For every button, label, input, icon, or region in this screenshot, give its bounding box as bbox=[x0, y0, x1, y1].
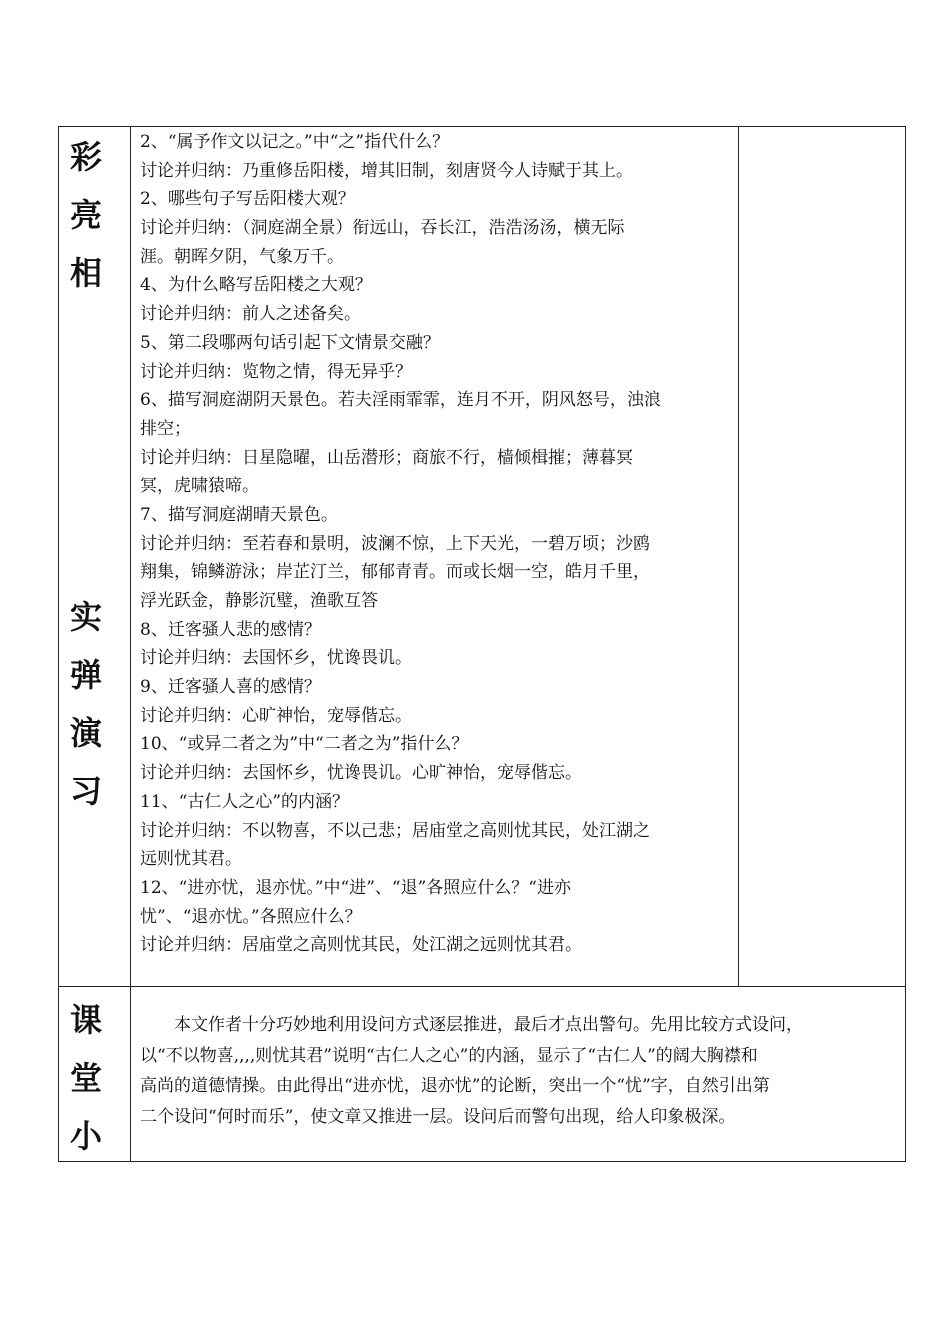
question-line: 5、第二段哪两句话引起下文情景交融？ bbox=[140, 332, 440, 353]
practice-content bbox=[140, 128, 730, 960]
answer-line: 讨论并归纳：去国怀乡，忧谗畏讥。 bbox=[140, 648, 412, 669]
question-line: 排空； bbox=[140, 418, 191, 439]
answer-line: 讨论并归纳：（洞庭湖全景）衔远山，吞长江，浩浩汤汤，横无际 bbox=[140, 218, 625, 239]
summary-content bbox=[140, 1010, 892, 1132]
answer-line: 冥，虎啸猿啼。 bbox=[140, 476, 259, 497]
label-char: 课 bbox=[69, 1001, 102, 1039]
answer-line: 远则忧其君。 bbox=[140, 849, 242, 870]
question-line: 6、描写洞庭湖阴天景色。若夫淫雨霏霏，连月不开，阴风怒号，浊浪 bbox=[140, 390, 661, 411]
answer-line: 涯。朝晖夕阴，气象万千。 bbox=[140, 246, 344, 267]
answer-line: 讨论并归纳：不以物喜，不以己悲；居庙堂之高则忧其民，处江湖之 bbox=[140, 820, 650, 841]
label-char: 亮 bbox=[69, 196, 102, 234]
answer-line: 讨论并归纳：去国怀乡，忧谗畏讥。心旷神怡，宠辱偕忘。 bbox=[140, 763, 582, 784]
question-line: 2、哪些句子写岳阳楼大观？ bbox=[140, 189, 355, 210]
label-char: 小 bbox=[69, 1117, 102, 1155]
label-char: 习 bbox=[69, 772, 102, 810]
label-char: 实 bbox=[69, 598, 102, 636]
answer-line: 讨论并归纳：前人之述备矣。 bbox=[140, 304, 361, 325]
question-line: 9、迁客骚人喜的感情？ bbox=[140, 677, 321, 698]
answer-line: 讨论并归纳：乃重修岳阳楼，增其旧制，刻唐贤今人诗赋于其上。 bbox=[140, 160, 633, 181]
label-char: 演 bbox=[69, 714, 102, 752]
label-char: 相 bbox=[69, 254, 102, 292]
label-char: 弹 bbox=[69, 656, 102, 694]
row-divider bbox=[58, 986, 906, 987]
answer-line: 浮光跃金，静影沉璧，渔歌互答 bbox=[140, 591, 378, 611]
summary-line: 二个设问“何时而乐”，使文章又推进一层。设问后而警句出现，给人印象极深。 bbox=[140, 1106, 736, 1127]
answer-line: 讨论并归纳：居庙堂之高则忧其民，处江湖之远则忧其君。 bbox=[140, 935, 582, 956]
summary-line: 以“不以物喜,,,,则忧其君”说明“古仁人之心”的内涵，显示了“古仁人”的阔大胸襟和 bbox=[140, 1045, 758, 1066]
question-line: 7、描写洞庭湖晴天景色。 bbox=[140, 504, 338, 525]
question-line: 12、“进亦忧，退亦忧。”中“进”、“退”各照应什么？“进亦 bbox=[140, 877, 571, 898]
question-line: 忧”、“退亦忧。”各照应什么？ bbox=[140, 906, 362, 927]
question-line: 4、为什么略写岳阳楼之大观？ bbox=[140, 275, 372, 296]
label-char: 堂 bbox=[69, 1059, 102, 1097]
answer-line: 翔集，锦鳞游泳；岸芷汀兰，郁郁青青。而或长烟一空，皓月千里， bbox=[140, 562, 650, 583]
answer-line: 讨论并归纳：览物之情，得无异乎？ bbox=[140, 361, 412, 382]
question-line: 11、“古仁人之心”的内涵？ bbox=[140, 791, 350, 812]
question-line: 2、“属予作文以记之。”中“之”指代什么？ bbox=[140, 132, 450, 152]
notes-cell bbox=[739, 127, 905, 985]
question-line: 8、迁客骚人悲的感情？ bbox=[140, 619, 321, 640]
answer-line: 讨论并归纳：日星隐曜，山岳潜形；商旅不行，樯倾楫摧；薄暮冥 bbox=[140, 447, 633, 468]
summary-line: 本文作者十分巧妙地利用设问方式逐层推进，最后才点出警句。先用比较方式设问， bbox=[140, 1015, 803, 1035]
answer-line: 讨论并归纳：至若春和景明，波澜不惊，上下天光，一碧万顷；沙鸥 bbox=[140, 533, 650, 554]
answer-line: 讨论并归纳：心旷神怡，宠辱偕忘。 bbox=[140, 705, 412, 726]
label-char: 彩 bbox=[69, 138, 102, 176]
label-column-divider bbox=[130, 126, 131, 1162]
summary-line: 高尚的道德情操。由此得出“进亦忧，退亦忧”的论断，突出一个“忧”字，自然引出第 bbox=[140, 1076, 770, 1096]
question-line: 10、“或异二者之为”中“二者之为”指什么？ bbox=[140, 734, 469, 755]
